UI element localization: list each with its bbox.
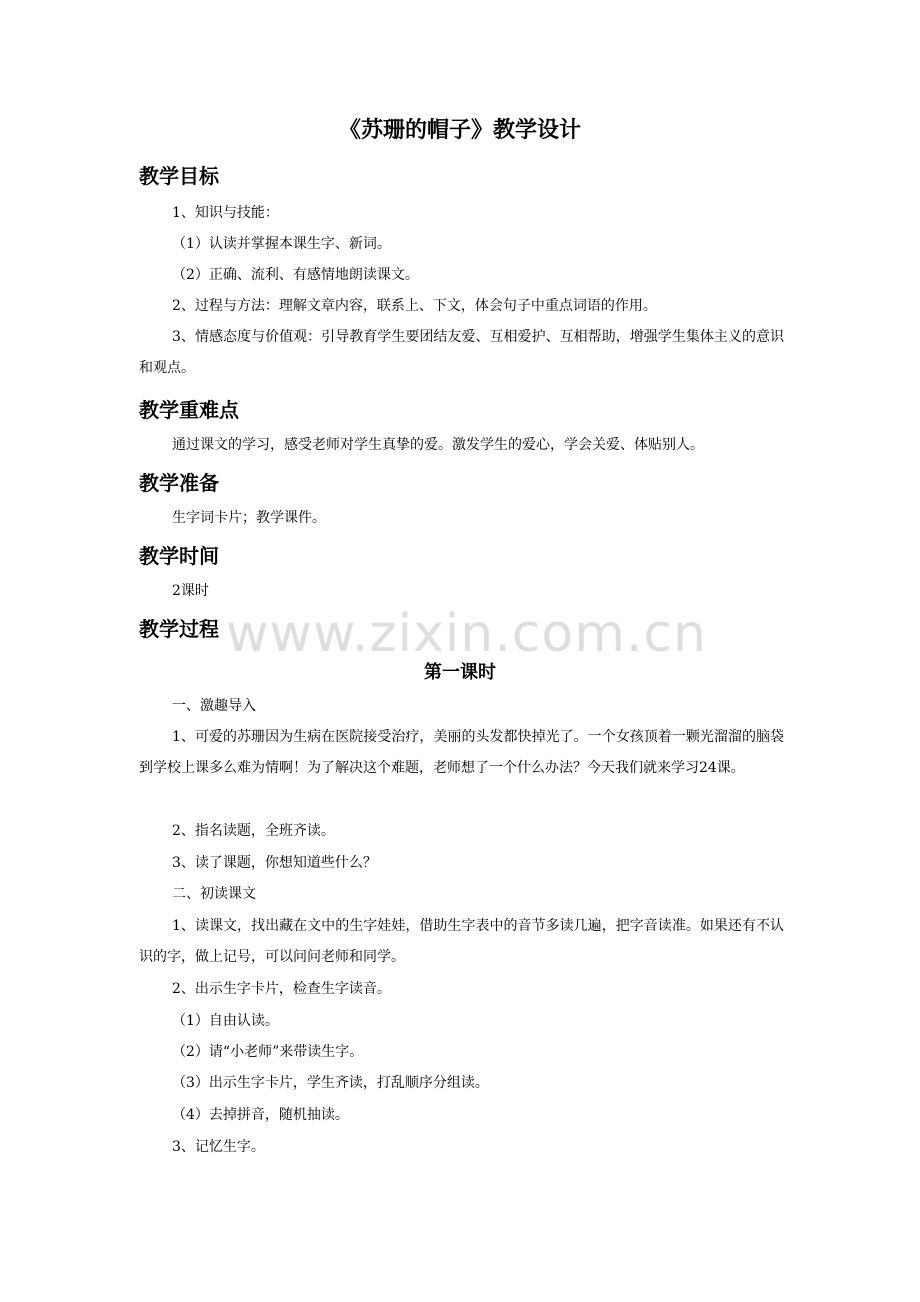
paragraph: 2课时: [172, 583, 209, 599]
paragraph: 2、出示生字卡片，检查生字读音。: [172, 981, 391, 997]
paragraph: 3、读了课题，你想知道些什么？: [172, 855, 377, 871]
paragraph: 2、指名读题，全班齐读。: [172, 823, 335, 839]
lesson-title: 第一课时: [424, 662, 496, 683]
paragraph: （2）正确、流利、有感情地朗读课文。: [172, 267, 419, 283]
paragraph: （1）自由认读。: [172, 1013, 279, 1029]
section-heading-time: 教学时间: [139, 544, 219, 568]
section-heading-objectives: 教学目标: [139, 164, 219, 188]
section-heading-key-points: 教学重难点: [139, 398, 239, 422]
paragraph: 3、情感态度与价值观：引导教育学生要团结友爱、互相爱护、互相帮助，增强学生集体主义的意识和观点。: [139, 329, 784, 376]
section-heading-preparation: 教学准备: [139, 471, 219, 495]
paragraph: （2）请“小老师”来带读生字。: [172, 1044, 364, 1060]
paragraph: 一、激趣导入: [172, 698, 256, 714]
paragraph: 通过课文的学习，感受老师对学生真挚的爱。激发学生的爱心，学会关爱、体贴别人。: [172, 437, 704, 453]
paragraph: 1、读课文，找出藏在文中的生字娃娃，借助生字表中的音节多读几遍，把字音读准。如果还有不认识的字，做上记号，可以问问老师和同学。: [139, 918, 784, 965]
paragraph: 生字词卡片；教学课件。: [172, 510, 326, 526]
paragraph: 3、记忆生字。: [172, 1139, 265, 1155]
paragraph: 1、可爱的苏珊因为生病在医院接受治疗，美丽的头发都快掉光了。一个女孩顶着一颗光溜溜的脑袋到学校上课多么难为情啊！为了解决这个难题，老师想了一个什么办法？今天我们就来学习24课。: [139, 729, 784, 776]
paragraph: 二、初读课文: [172, 886, 256, 902]
watermark: www.zixin.com.cn: [226, 604, 707, 664]
document-title: 《苏珊的帽子》教学设计: [338, 118, 581, 143]
paragraph: 1、知识与技能：: [172, 205, 279, 221]
section-heading-process: 教学过程: [139, 617, 219, 641]
paragraph: （4）去掉拼音，随机抽读。: [172, 1107, 349, 1123]
paragraph: （1）认读并掌握本课生字、新词。: [172, 236, 391, 252]
paragraph: 2、过程与方法：理解文章内容，联系上、下文，体会句子中重点词语的作用。: [172, 298, 657, 314]
paragraph: （3）出示生字卡片，学生齐读，打乱顺序分组读。: [172, 1075, 489, 1091]
